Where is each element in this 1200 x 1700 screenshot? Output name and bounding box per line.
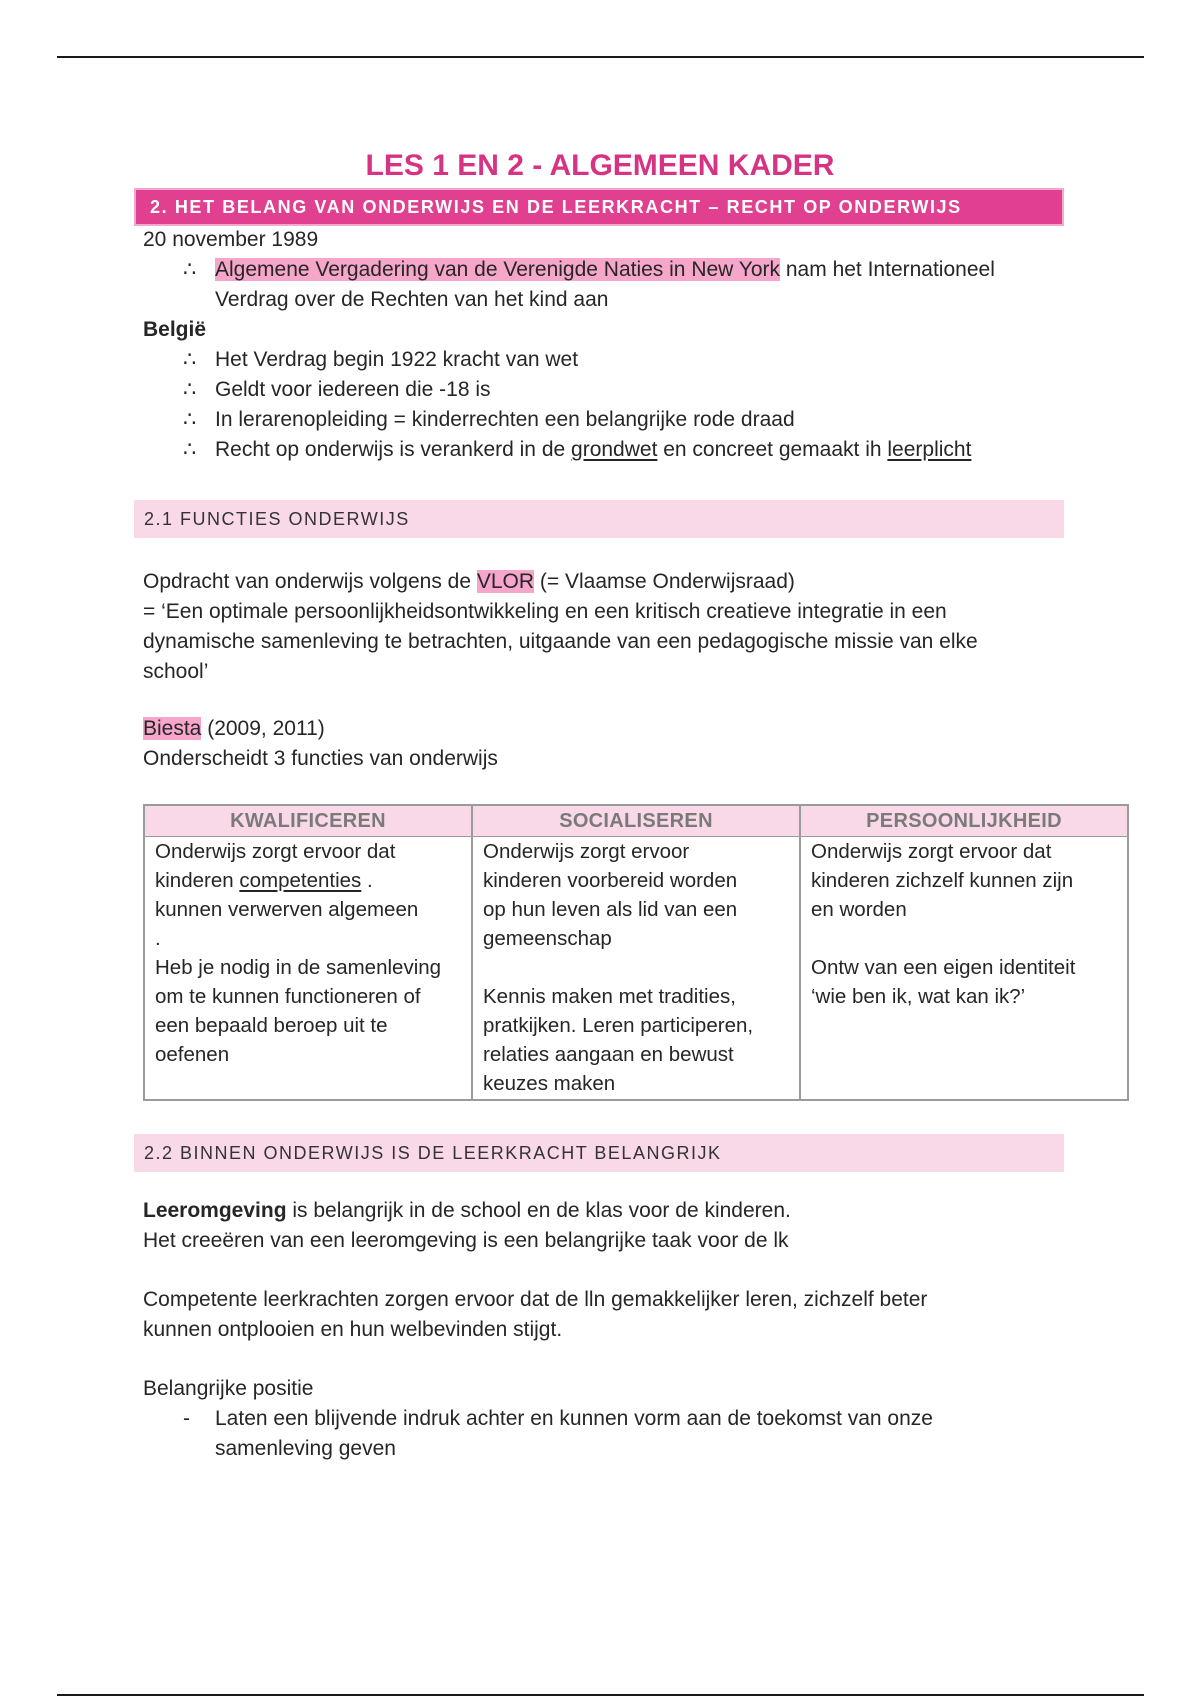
rights-section-body	[143, 225, 1063, 465]
bullet-text: In lerarenopleiding = kinderrechten een belangrijke rode draad	[215, 408, 795, 431]
bullet-text: Recht op onderwijs is verankerd in de	[215, 438, 572, 461]
document-title: LES 1 EN 2 - ALGEMEEN KADER	[365, 149, 835, 182]
cell-text: gemeenschap	[483, 927, 612, 950]
cell-text: Onderwijs zorgt ervoor dat	[155, 840, 396, 863]
paragraph-text: = ‘Een optimale persoonlijkheidsontwikkeling en een kritisch creatieve integratie in een	[143, 600, 947, 623]
cell-text: om te kunnen functioneren of	[155, 985, 421, 1008]
paragraph-text: (= Vlaamse Onderwijsraad)	[534, 570, 795, 593]
intro-bullet-list	[143, 255, 1063, 315]
table-cell-persoonlijkheid	[800, 837, 1128, 1101]
paragraph-text: Competente leerkrachten zorgen ervoor dat de lln gemakkelijker leren, zichzelf beter	[143, 1288, 928, 1311]
table-header-row	[144, 805, 1128, 837]
functions-table	[143, 804, 1129, 1101]
highlighted-text: Algemene Vergadering van de Verenigde Naties in New York	[215, 258, 781, 281]
list-item	[143, 405, 1063, 435]
leeromgeving-paragraph	[143, 1196, 1063, 1256]
bullet-text: Verdrag over de Rechten van het kind aan	[215, 288, 609, 311]
cell-text: Heb je nodig in de samenleving	[155, 956, 442, 979]
cell-text: Kennis maken met tradities,	[483, 985, 736, 1008]
therefore-icon: ∴	[183, 348, 197, 371]
bullet-text: Laten een blijvende indruk achter en kunnen vorm aan de toekomst van onze	[215, 1407, 933, 1430]
paragraph-text: dynamische samenleving te betrachten, uitgaande van een pedagogische missie van elke	[143, 630, 978, 653]
therefore-icon: ∴	[183, 378, 197, 401]
page-top-rule	[57, 56, 1144, 58]
highlighted-text: Biesta	[143, 717, 202, 740]
section-heading-2: 2. HET BELANG VAN ONDERWIJS EN DE LEERKRACHT – RECHT OP ONDERWIJS	[134, 188, 1064, 226]
competent-paragraph	[143, 1285, 1063, 1345]
paragraph-text: is belangrijk in de school en de klas voor de kinderen.	[286, 1199, 791, 1222]
paragraph-text: school’	[143, 660, 209, 683]
underlined-term: leerplicht	[887, 438, 972, 461]
paragraph-text: kunnen ontplooien en hun welbevinden stijgt.	[143, 1318, 563, 1341]
paragraph-text: (2009, 2011)	[201, 717, 325, 740]
belgie-label: België	[143, 318, 207, 341]
date-line: 20 november 1989	[143, 228, 319, 251]
bullet-text: samenleving geven	[215, 1437, 396, 1460]
cell-text: pratkijken. Leren participeren,	[483, 1014, 754, 1037]
page-bottom-rule	[57, 1694, 1144, 1696]
paragraph-label: Belangrijke positie	[143, 1377, 314, 1400]
vlor-paragraph	[143, 567, 1063, 687]
cell-text: .	[155, 927, 161, 950]
cell-text: kinderen voorbereid worden	[483, 869, 738, 892]
bold-term: Leeromgeving	[143, 1199, 287, 1222]
cell-text: Onderwijs zorgt ervoor	[483, 840, 690, 863]
underlined-term: grondwet	[571, 438, 658, 461]
paragraph-text: Onderscheidt 3 functies van onderwijs	[143, 747, 498, 770]
cell-text: .	[361, 869, 373, 892]
highlighted-text: VLOR	[476, 570, 535, 593]
biesta-paragraph	[143, 714, 1063, 774]
cell-text: ‘wie ben ik, wat kan ik?’	[811, 985, 1026, 1008]
bullet-text: en concreet gemaakt ih	[657, 438, 888, 461]
positie-bullet-list	[143, 1404, 1063, 1464]
list-item	[143, 1404, 1063, 1464]
table-header-kwalificeren: KWALIFICEREN	[144, 805, 472, 837]
table-cell-kwalificeren	[144, 837, 472, 1101]
cell-text: en worden	[811, 898, 907, 921]
table-header-persoonlijkheid: PERSOONLIJKHEID	[800, 805, 1128, 837]
therefore-icon: ∴	[183, 438, 197, 461]
bullet-text: Geldt voor iedereen die -18 is	[215, 378, 491, 401]
therefore-icon: ∴	[183, 258, 197, 281]
cell-text: Ontw van een eigen identiteit	[811, 956, 1076, 979]
therefore-icon: ∴	[183, 408, 197, 431]
table-row	[144, 837, 1128, 1101]
paragraph-text: Opdracht van onderwijs volgens de	[143, 570, 477, 593]
list-item	[143, 435, 1063, 465]
cell-text: kinderen zichzelf kunnen zijn	[811, 869, 1074, 892]
paragraph-text: Het creeëren van een leeromgeving is een belangrijke taak voor de lk	[143, 1229, 789, 1252]
dash-bullet-icon: -	[183, 1407, 190, 1430]
table-cell-socialiseren	[472, 837, 800, 1101]
cell-text: kunnen verwerven algemeen	[155, 898, 419, 921]
underlined-term: competenties	[239, 869, 362, 892]
cell-text: oefenen	[155, 1043, 230, 1066]
positie-paragraph	[143, 1374, 1063, 1464]
belgie-bullet-list	[143, 345, 1063, 465]
cell-text: een bepaald beroep uit te	[155, 1014, 388, 1037]
cell-spacer	[483, 953, 789, 982]
cell-text: Onderwijs zorgt ervoor dat	[811, 840, 1052, 863]
cell-text: kinderen	[155, 869, 240, 892]
cell-spacer	[811, 924, 1117, 953]
cell-text: relaties aangaan en bewust	[483, 1043, 734, 1066]
list-item	[143, 345, 1063, 375]
bullet-text: Het Verdrag begin 1922 kracht van wet	[215, 348, 579, 371]
cell-text: keuzes maken	[483, 1072, 616, 1095]
section-heading-2-1: 2.1 FUNCTIES ONDERWIJS	[134, 500, 1064, 538]
cell-text: op hun leven als lid van een	[483, 898, 738, 921]
section-heading-2-2: 2.2 BINNEN ONDERWIJS IS DE LEERKRACHT BELANGRIJK	[134, 1134, 1064, 1172]
list-item	[143, 255, 1063, 315]
bullet-text: nam het Internationeel	[780, 258, 995, 281]
list-item	[143, 375, 1063, 405]
table-header-socialiseren: SOCIALISEREN	[472, 805, 800, 837]
